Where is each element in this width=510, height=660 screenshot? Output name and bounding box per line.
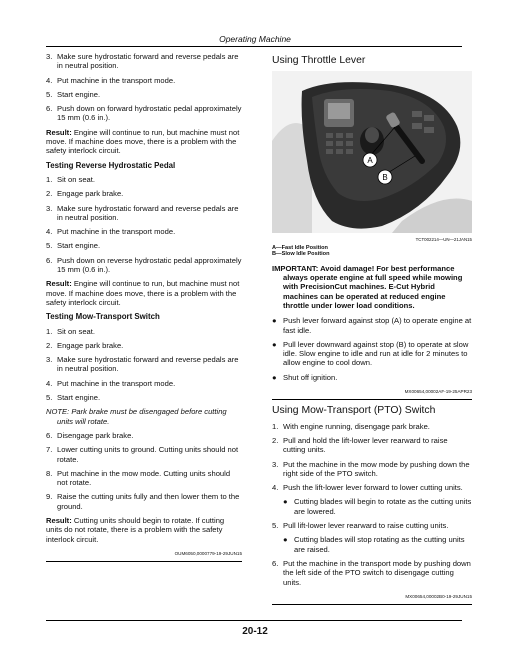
header-rule bbox=[46, 46, 462, 47]
running-head: Operating Machine bbox=[219, 34, 291, 44]
list-item: 3. Make sure hydrostatic forward and reverse pedals are in neutral position. bbox=[46, 52, 239, 71]
list-item: 1. Sit on seat. bbox=[46, 326, 95, 336]
mow-transport-steps bbox=[46, 327, 242, 403]
heading-reverse-pedal: Testing Reverse Hydrostatic Pedal bbox=[46, 160, 176, 170]
result-paragraph: Result: Engine will continue to run, but machine must not move. If machine does move, there is a problem with the safety interlock circuit. bbox=[46, 127, 240, 156]
figure-legend bbox=[272, 245, 472, 258]
left-column bbox=[46, 52, 242, 568]
list-item: ● Cutting blades will stop rotating as the cutting units are raised. bbox=[283, 535, 465, 554]
throttle-bullets bbox=[272, 316, 472, 382]
result-paragraph: Result: Engine will continue to run, but machine must not move. If machine does move, there is a problem with the safety interlock circuit. bbox=[46, 279, 240, 307]
figure-code: TCT002214—UN—21JAN15 bbox=[415, 237, 472, 243]
list-item: 5. Pull lift-lower lever rearward to raise cutting units. bbox=[272, 521, 449, 531]
list-item: ● Push lever forward against stop (A) to operate engine at fast idle. bbox=[272, 316, 472, 335]
section-rule bbox=[272, 399, 472, 400]
callout-a-label: A bbox=[367, 156, 373, 166]
list-item: 6. Push down on forward hydrostatic pedal approximately 15 mm (0.6 in.). bbox=[46, 104, 242, 123]
section-title-throttle: Using Throttle Lever bbox=[272, 55, 366, 66]
list-item: 4. Put machine in the transport mode. bbox=[46, 227, 176, 237]
heading-mow-transport: Testing Mow-Transport Switch bbox=[46, 312, 160, 322]
mow-transport-steps-continued bbox=[46, 431, 242, 511]
list-item: 7. Lower cutting units to ground. Cutting units should not rotate. bbox=[46, 445, 239, 464]
list-item: 3. Make sure hydrostatic forward and reverse pedals are in neutral position. bbox=[46, 355, 239, 374]
bullet-icon: ● bbox=[272, 339, 277, 349]
list-item: 3. Make sure hydrostatic forward and reverse pedals are in neutral position. bbox=[46, 203, 239, 222]
legend-item: B—Slow Idle Position bbox=[272, 251, 330, 258]
list-item: 4. Push the lift-lower lever forward to lower cutting units. bbox=[272, 483, 463, 493]
list-item: 2. Engage park brake. bbox=[46, 189, 124, 199]
list-item: ● Pull lever downward against stop (B) to operate at slow idle. Slow engine to idle and run at idle for 2 minutes to allow engine to cool down. bbox=[272, 339, 469, 368]
list-item: ● Shut off ignition. bbox=[272, 372, 338, 382]
list-item: 6. Push down on reverse hydrostatic pedal approximately 15 mm (0.6 in.). bbox=[46, 255, 242, 275]
document-code: MX00654,00002AF-19-25APR23 bbox=[404, 389, 472, 395]
list-item: 4. Put machine in the transport mode. bbox=[46, 75, 176, 85]
list-item: 4. Put machine in the transport mode. bbox=[46, 378, 176, 388]
list-item: 8. Put machine in the mow mode. Cutting units should not rotate. bbox=[46, 468, 231, 488]
list-item: 2. Engage park brake. bbox=[46, 340, 124, 350]
section-rule bbox=[272, 604, 472, 605]
list-item: 6. Put the machine in the transport mode by pushing down the left side of the PTO switch to disengage cutting units. bbox=[272, 558, 471, 587]
legend-item: A—Fast Idle Position bbox=[272, 244, 328, 251]
list-item: 9. Raise the cutting units fully and then lower them to the ground. bbox=[46, 492, 240, 511]
pto-steps bbox=[272, 422, 472, 587]
list-item: 5. Start engine. bbox=[46, 89, 101, 99]
document-code: MX00654,00002B0-19-29JUN15 bbox=[405, 593, 472, 599]
list-item: 2. Pull and hold the lift-lower lever rearward to raise cutting units. bbox=[272, 435, 448, 455]
list-item: 1. Sit on seat. bbox=[46, 174, 95, 184]
footer-rule bbox=[46, 620, 462, 621]
reverse-pedal-steps bbox=[46, 175, 242, 274]
list-item: 5. Start engine. bbox=[46, 241, 101, 251]
result-paragraph: Result: Cutting units should begin to rotate. If cutting units do not rotate, there is a problem with the safety interlock circuit. bbox=[46, 515, 225, 544]
callout-b-label: B bbox=[382, 173, 388, 183]
list-item: ● Cutting blades will begin to rotate as the cutting units are lowered. bbox=[283, 497, 472, 516]
section-title-pto: Using Mow-Transport (PTO) Switch bbox=[272, 405, 436, 417]
important-notice: IMPORTANT: Avoid damage! For best performance always operate engine at full speed while mowing with PrecisionCut machines. E-Cut Hybrid machines can be operated at reduced engine throttle under lower load conditions. bbox=[272, 263, 463, 310]
forward-pedal-steps bbox=[46, 52, 242, 123]
list-item: 1. With engine running, disengage park brake. bbox=[272, 421, 430, 431]
document-code: OUM6050,0000779-19-29JUN15 bbox=[174, 550, 242, 556]
section-rule bbox=[46, 561, 242, 562]
note: NOTE: Park brake must be disengaged before cutting units will rotate. bbox=[46, 407, 227, 426]
bullet-icon: ● bbox=[272, 372, 277, 382]
control-panel-illustration bbox=[272, 71, 472, 233]
throttle-lever-figure bbox=[272, 71, 472, 233]
page-number: 20-12 bbox=[242, 626, 268, 637]
bullet-icon: ● bbox=[283, 497, 288, 507]
right-column bbox=[272, 52, 472, 611]
list-item: 6. Disengage park brake. bbox=[46, 430, 134, 440]
list-item: 5. Start engine. bbox=[46, 393, 101, 403]
bullet-icon: ● bbox=[283, 535, 288, 545]
list-item: 3. Put the machine in the mow mode by pushing down the right side of the PTO switch. bbox=[272, 459, 470, 478]
bullet-icon: ● bbox=[272, 316, 277, 326]
